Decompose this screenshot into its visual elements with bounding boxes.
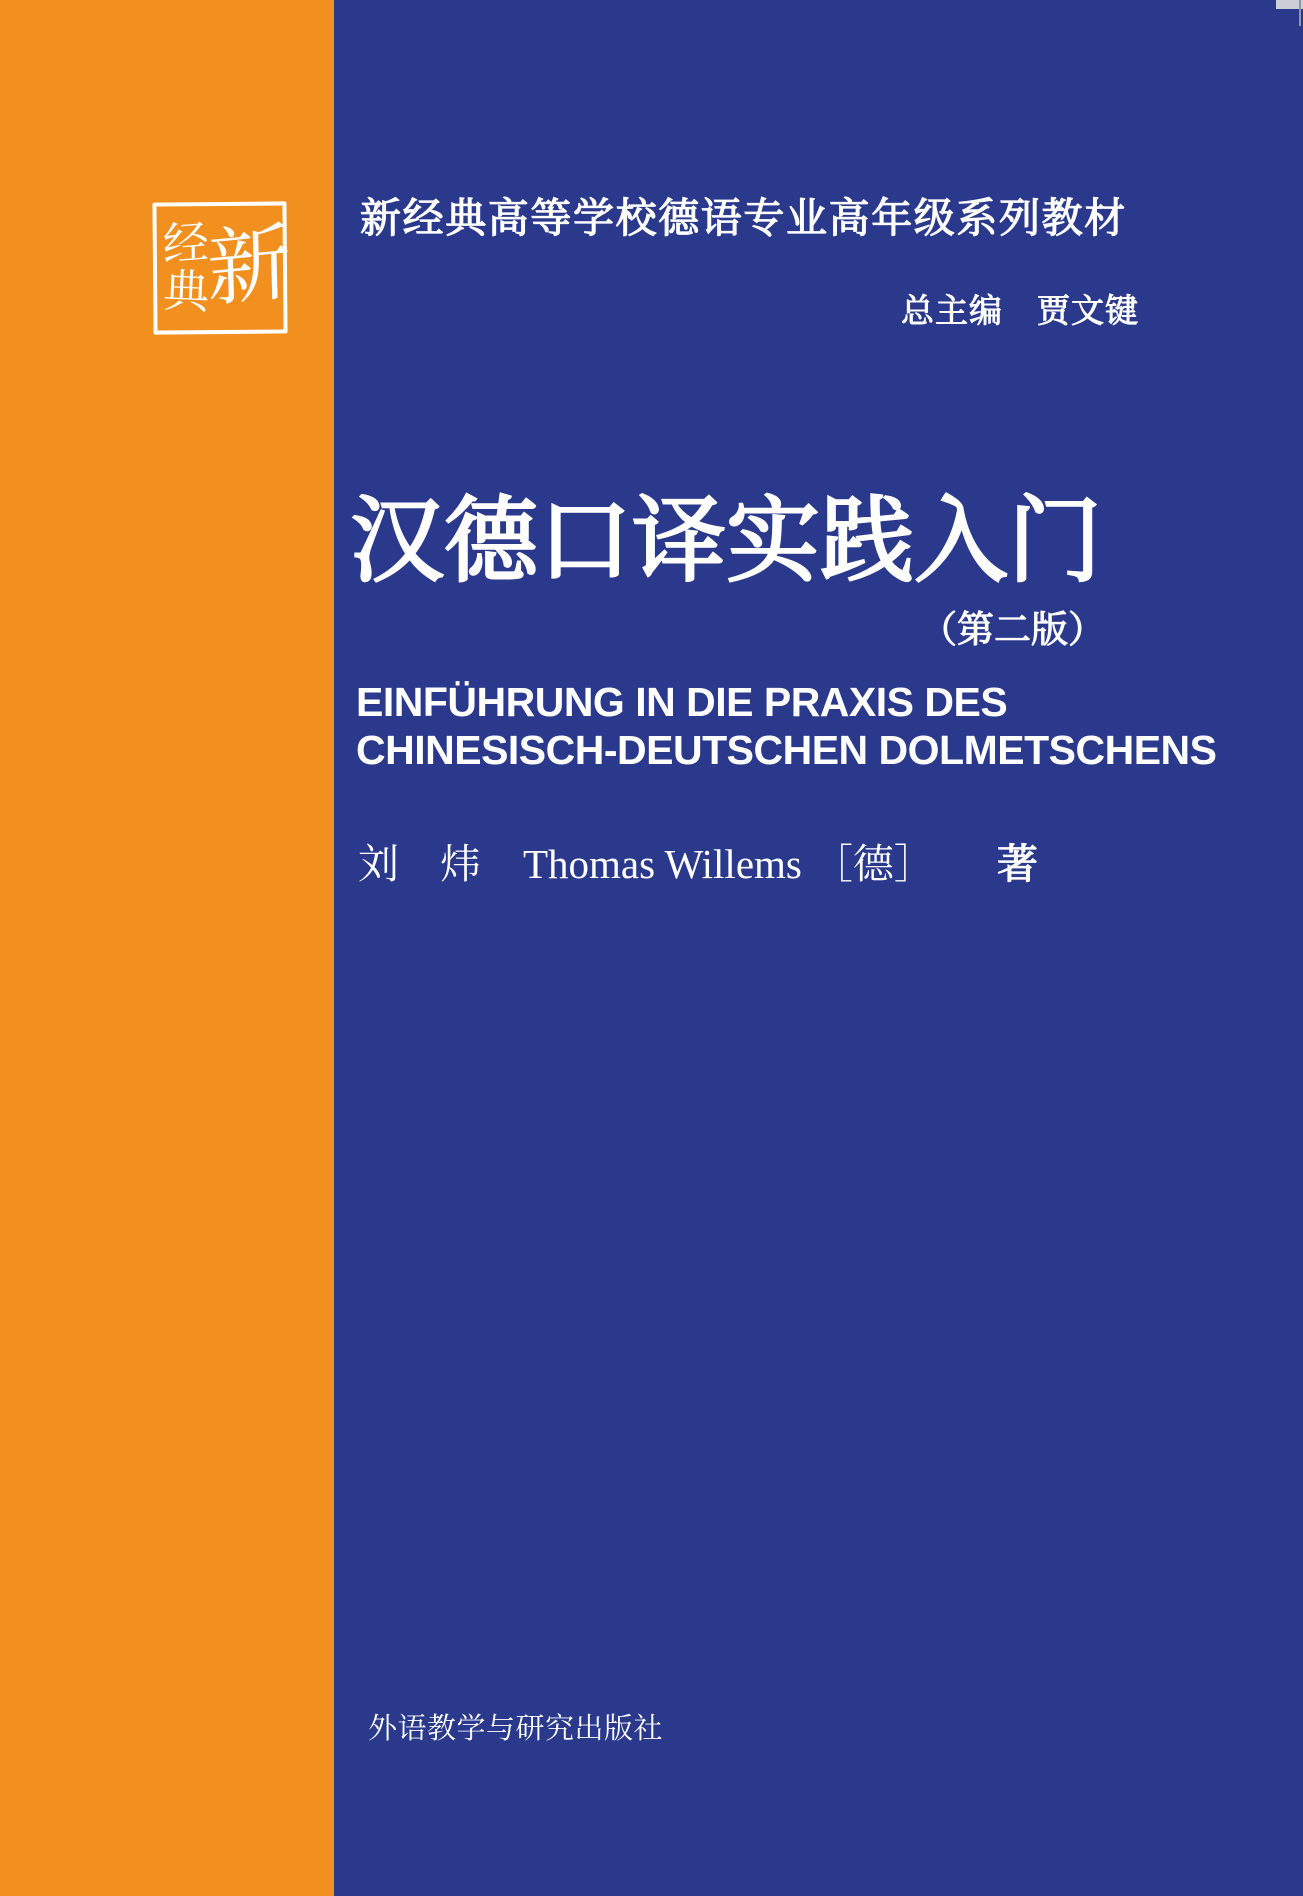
author-role-label: 著 xyxy=(996,841,1038,887)
author-origin-tag: ［德］ xyxy=(811,841,935,887)
seal-char-jing: 经 xyxy=(162,216,210,272)
seal-char-xin: 新 xyxy=(205,216,292,318)
edition-label: （第二版） xyxy=(920,609,1105,650)
main-title-german xyxy=(356,678,1217,774)
scan-artifact-corner-line xyxy=(1299,0,1301,26)
seal-right-column xyxy=(205,205,292,330)
series-title: 新经典高等学校德语专业高年级系列教材 xyxy=(360,195,1127,241)
editor-in-chief-label: 总主编 xyxy=(901,294,1003,330)
german-title-line-1: EINFÜHRUNG IN DIE PRAXIS DES xyxy=(356,679,1008,725)
author-name-chinese: 刘 炜 xyxy=(358,841,481,887)
new-classic-seal xyxy=(152,201,292,334)
main-title-chinese: 汉德口译实践入门 xyxy=(350,488,1103,593)
author-line xyxy=(358,842,1038,887)
editor-line xyxy=(901,294,1139,330)
german-title-line-2: CHINESISCH-DEUTSCHEN DOLMETSCHENS xyxy=(356,727,1217,773)
author-name-english: Thomas Willems xyxy=(523,841,802,887)
seal-char-dian: 典 xyxy=(162,265,211,319)
editor-in-chief-name: 贾文键 xyxy=(1037,294,1139,330)
publisher-name: 外语教学与研究出版社 xyxy=(368,1713,664,1745)
